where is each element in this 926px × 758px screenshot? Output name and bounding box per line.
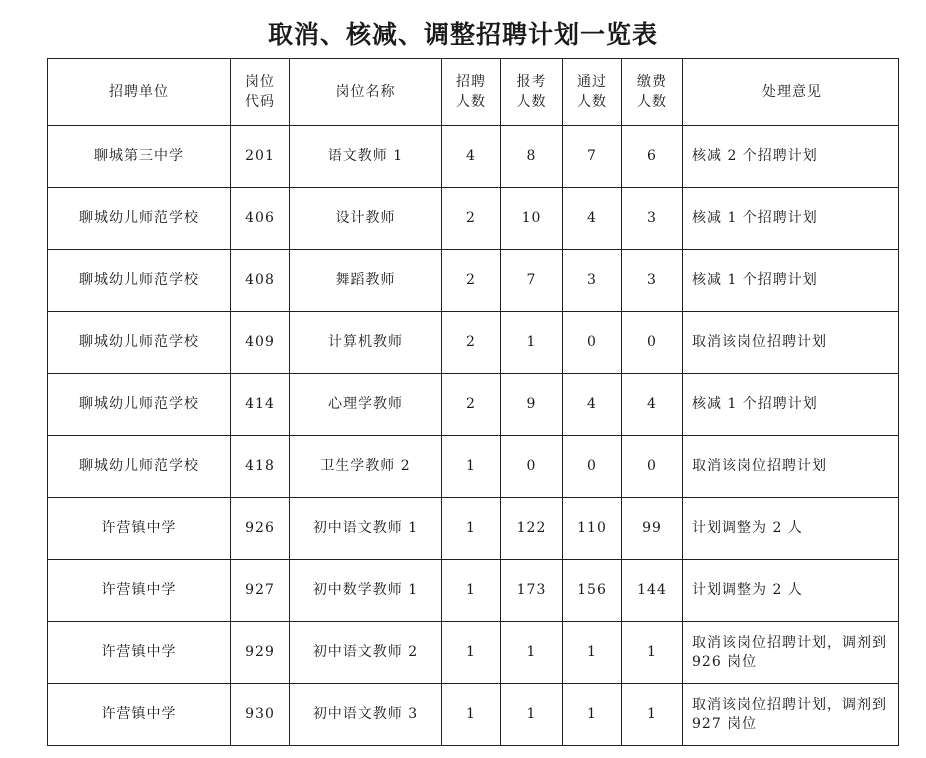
- cell-apply: 1: [501, 312, 563, 374]
- cell-apply: 9: [501, 374, 563, 436]
- header-name: 岗位名称: [290, 59, 442, 126]
- header-paid: [622, 59, 683, 126]
- cell-pass: 110: [563, 498, 622, 560]
- cell-name: 卫生学教师 2: [290, 436, 442, 498]
- cell-unit: 聊城幼儿师范学校: [48, 188, 231, 250]
- cell-apply: 122: [501, 498, 563, 560]
- cell-apply: 10: [501, 188, 563, 250]
- cell-unit: 许营镇中学: [48, 560, 231, 622]
- cell-opinion: 计划调整为 2 人: [683, 498, 899, 560]
- cell-unit: 聊城幼儿师范学校: [48, 250, 231, 312]
- cell-hire: 1: [442, 622, 501, 684]
- cell-pass: 7: [563, 126, 622, 188]
- header-apply: [501, 59, 563, 126]
- header-paid-line1: 缴费: [637, 74, 667, 90]
- cell-opinion: 核减 1 个招聘计划: [683, 374, 899, 436]
- cell-name: 初中数学教师 1: [290, 560, 442, 622]
- cell-code: 927: [231, 560, 290, 622]
- header-apply-line2: 人数: [516, 94, 547, 110]
- table-row: [48, 126, 899, 188]
- table-body: [48, 126, 899, 746]
- cell-name: 设计教师: [290, 188, 442, 250]
- cell-hire: 4: [442, 126, 501, 188]
- cell-apply: 0: [501, 436, 563, 498]
- cell-paid: 0: [622, 312, 683, 374]
- header-code: [231, 59, 290, 126]
- table-row: [48, 250, 899, 312]
- cell-hire: 2: [442, 188, 501, 250]
- cell-paid: 4: [622, 374, 683, 436]
- header-opinion: 处理意见: [683, 59, 899, 126]
- cell-name: 初中语文教师 1: [290, 498, 442, 560]
- cell-apply: 7: [501, 250, 563, 312]
- header-paid-line2: 人数: [637, 94, 667, 110]
- cell-name: 舞蹈教师: [290, 250, 442, 312]
- cell-opinion: 取消该岗位招聘计划，调剂到 927 岗位: [683, 684, 899, 746]
- cell-apply: 8: [501, 126, 563, 188]
- cell-apply: 1: [501, 684, 563, 746]
- header-code-line2: 代码: [245, 94, 275, 110]
- header-row: [48, 59, 899, 126]
- cell-paid: 6: [622, 126, 683, 188]
- cell-code: 406: [231, 188, 290, 250]
- cell-hire: 2: [442, 250, 501, 312]
- header-pass-line1: 通过: [577, 74, 607, 90]
- cell-code: 930: [231, 684, 290, 746]
- cell-code: 926: [231, 498, 290, 560]
- table-row: [48, 436, 899, 498]
- cell-paid: 1: [622, 622, 683, 684]
- cell-pass: 1: [563, 684, 622, 746]
- cell-unit: 许营镇中学: [48, 498, 231, 560]
- cell-opinion: 核减 1 个招聘计划: [683, 188, 899, 250]
- table-row: [48, 312, 899, 374]
- recruitment-plan-table: [47, 58, 899, 746]
- cell-code: 414: [231, 374, 290, 436]
- cell-code: 408: [231, 250, 290, 312]
- cell-unit: 聊城第三中学: [48, 126, 231, 188]
- cell-hire: 1: [442, 560, 501, 622]
- cell-paid: 0: [622, 436, 683, 498]
- header-hire: [442, 59, 501, 126]
- page-title: 取消、核减、调整招聘计划一览表: [267, 20, 658, 49]
- cell-hire: 1: [442, 684, 501, 746]
- cell-pass: 0: [563, 436, 622, 498]
- cell-unit: 许营镇中学: [48, 684, 231, 746]
- cell-opinion: 计划调整为 2 人: [683, 560, 899, 622]
- cell-unit: 许营镇中学: [48, 622, 231, 684]
- table-row: [48, 622, 899, 684]
- cell-unit: 聊城幼儿师范学校: [48, 374, 231, 436]
- cell-name: 计算机教师: [290, 312, 442, 374]
- cell-code: 418: [231, 436, 290, 498]
- cell-code: 929: [231, 622, 290, 684]
- cell-unit: 聊城幼儿师范学校: [48, 436, 231, 498]
- cell-opinion: 核减 1 个招聘计划: [683, 250, 899, 312]
- header-code-line1: 岗位: [245, 74, 275, 90]
- cell-pass: 1: [563, 622, 622, 684]
- cell-pass: 0: [563, 312, 622, 374]
- cell-opinion: 取消该岗位招聘计划，调剂到 926 岗位: [683, 622, 899, 684]
- cell-hire: 2: [442, 374, 501, 436]
- table-header: [48, 59, 899, 126]
- cell-code: 409: [231, 312, 290, 374]
- table-row: [48, 560, 899, 622]
- header-apply-line1: 报考: [516, 74, 547, 90]
- table-row: [48, 498, 899, 560]
- cell-apply: 173: [501, 560, 563, 622]
- header-pass-line2: 人数: [577, 94, 607, 110]
- header-unit: 招聘单位: [48, 59, 231, 126]
- header-hire-line2: 人数: [456, 94, 486, 110]
- cell-unit: 聊城幼儿师范学校: [48, 312, 231, 374]
- cell-name: 初中语文教师 3: [290, 684, 442, 746]
- cell-pass: 3: [563, 250, 622, 312]
- cell-pass: 4: [563, 188, 622, 250]
- cell-paid: 3: [622, 188, 683, 250]
- cell-name: 初中语文教师 2: [290, 622, 442, 684]
- cell-opinion: 核减 2 个招聘计划: [683, 126, 899, 188]
- cell-paid: 144: [622, 560, 683, 622]
- cell-pass: 4: [563, 374, 622, 436]
- cell-name: 语文教师 1: [290, 126, 442, 188]
- table-row: [48, 684, 899, 746]
- cell-hire: 2: [442, 312, 501, 374]
- cell-paid: 1: [622, 684, 683, 746]
- cell-opinion: 取消该岗位招聘计划: [683, 312, 899, 374]
- cell-name: 心理学教师: [290, 374, 442, 436]
- table-row: [48, 374, 899, 436]
- cell-hire: 1: [442, 498, 501, 560]
- cell-apply: 1: [501, 622, 563, 684]
- header-pass: [563, 59, 622, 126]
- header-hire-line1: 招聘: [456, 74, 486, 90]
- cell-pass: 156: [563, 560, 622, 622]
- cell-hire: 1: [442, 436, 501, 498]
- cell-paid: 3: [622, 250, 683, 312]
- cell-paid: 99: [622, 498, 683, 560]
- cell-code: 201: [231, 126, 290, 188]
- table-row: [48, 188, 899, 250]
- cell-opinion: 取消该岗位招聘计划: [683, 436, 899, 498]
